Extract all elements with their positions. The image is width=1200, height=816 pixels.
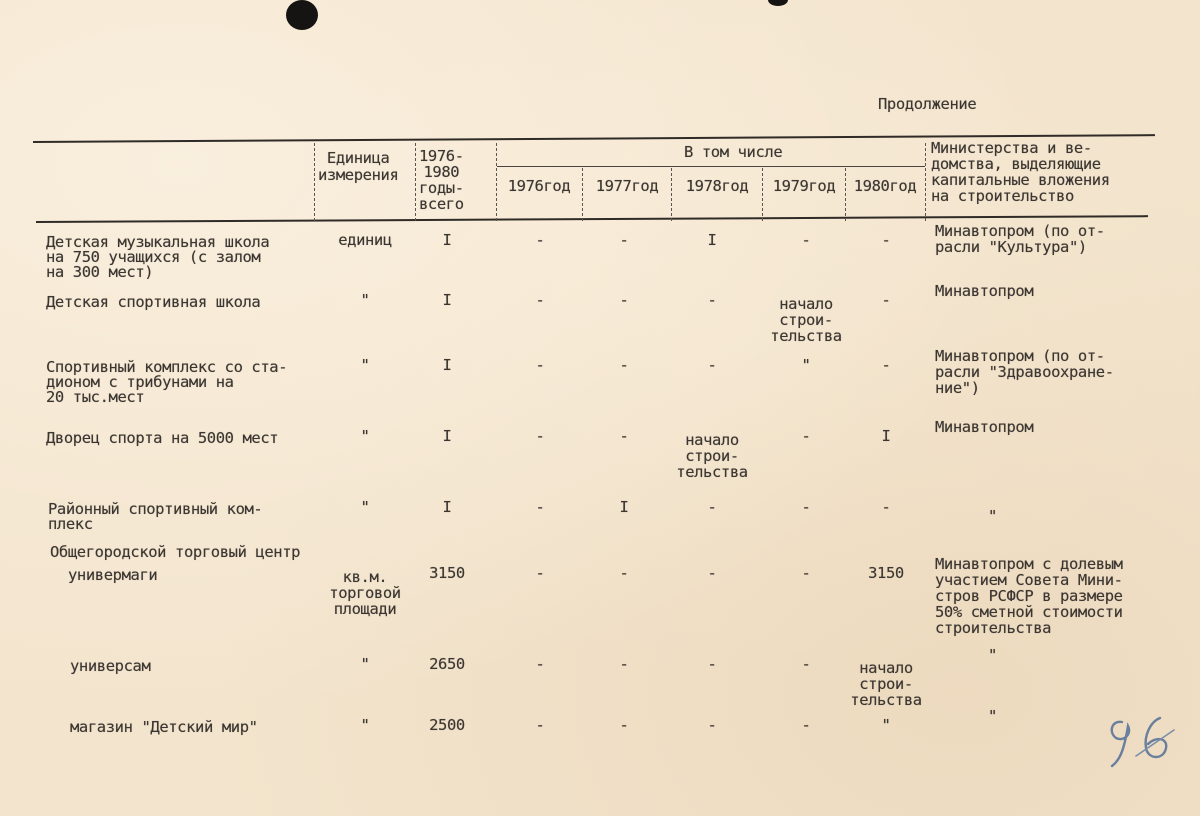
header-total <box>419 148 464 212</box>
row-name-line: Спортивный комплекс со ста- <box>46 358 288 376</box>
header-year-1979: 1979год <box>772 177 836 195</box>
header-year-1980: 1980год <box>853 177 917 195</box>
punch-hole-right <box>768 0 788 6</box>
cell-unit <box>315 232 415 248</box>
cell-y1980 <box>836 428 936 444</box>
cell-ministry-line: расли "Здравоохране- <box>935 363 1114 381</box>
cell-y1980 <box>836 660 936 708</box>
page-number-handwritten <box>1100 712 1180 770</box>
cell-ministry-line: " <box>988 646 997 664</box>
cell-y1978 <box>662 357 762 373</box>
cell-y1978-line: - <box>707 498 717 516</box>
cell-unit-line: кв.м. <box>342 568 388 586</box>
cell-y1980-line: 3150 <box>868 564 904 582</box>
cell-y1980 <box>836 292 936 308</box>
cell-y1976-line: - <box>535 427 545 445</box>
header-ministries-line: домства, выделяющие <box>931 155 1101 173</box>
cell-y1980-line: - <box>881 291 891 309</box>
cell-total: I <box>442 427 452 445</box>
row-name-line: Общегородской торговый центр <box>50 543 301 561</box>
cell-y1980 <box>836 232 936 248</box>
cell-y1976-line: - <box>535 291 545 309</box>
cell-y1976-line: - <box>535 564 545 582</box>
cell-ministry-line: Минавтопром (по от- <box>935 222 1105 240</box>
cell-y1980-line: " <box>881 716 891 734</box>
row-name-line: универмаги <box>68 566 158 584</box>
cell-y1977 <box>574 357 674 373</box>
cell-unit-line: " <box>360 356 370 374</box>
row-name <box>50 545 300 560</box>
cell-ministry-line: " <box>988 707 997 725</box>
cell-y1976-line: - <box>535 655 545 673</box>
cell-ministry-line: " <box>988 507 997 525</box>
cell-y1977 <box>574 656 674 672</box>
cell-y1978 <box>662 292 762 308</box>
cell-y1980 <box>836 357 936 373</box>
cell-y1978 <box>662 232 762 248</box>
cell-ministry <box>935 556 1123 636</box>
cell-ministry-line: Минавтопром <box>935 282 1034 300</box>
cell-y1980-line: тельства <box>850 691 922 709</box>
cell-total: I <box>442 356 452 374</box>
cell-y1979-line: строи- <box>779 311 833 329</box>
header-ministries-line: на строительство <box>931 187 1074 205</box>
cell-ministry-line: стров РСФСР в размере <box>935 587 1123 605</box>
cell-y1979-line: - <box>801 564 811 582</box>
cell-y1977-line: - <box>619 716 629 734</box>
cell-unit-line: " <box>360 427 370 445</box>
row-name-line: Районный спортивный ком- <box>48 500 263 518</box>
cell-unit-line: " <box>360 716 370 734</box>
cell-y1980 <box>836 565 936 581</box>
cell-total: I <box>442 498 452 516</box>
row-name <box>46 360 287 405</box>
header-total-line: годы- <box>419 179 464 197</box>
header-including: В том числе <box>684 143 783 161</box>
header-total-line: 1976- <box>419 147 464 165</box>
row-name <box>68 568 157 583</box>
cell-unit <box>315 357 415 373</box>
header-ministries-line: Министерства и ве- <box>931 139 1092 157</box>
cell-unit <box>315 499 415 515</box>
cell-y1978-line: - <box>707 291 717 309</box>
row-name <box>46 431 278 446</box>
cell-total: 2650 <box>429 655 465 673</box>
cell-y1979-line: " <box>801 356 811 374</box>
cell-y1977 <box>574 232 674 248</box>
cell-y1980-line: строи- <box>859 675 913 693</box>
row-name-line: универсам <box>70 657 151 675</box>
cell-total: I <box>442 291 452 309</box>
cell-y1979-line: - <box>801 716 811 734</box>
cell-y1978-line: - <box>707 564 717 582</box>
cell-y1977-line: - <box>619 356 629 374</box>
row-name-line: на 750 учащихся (с залом <box>46 248 261 266</box>
cell-y1980-line: - <box>881 231 891 249</box>
cell-ministry <box>988 508 997 524</box>
cell-y1980-line: - <box>881 498 891 516</box>
cell-ministry <box>935 419 1033 435</box>
cell-total: 3150 <box>429 564 465 582</box>
cell-y1980 <box>836 717 936 733</box>
cell-y1977-line: - <box>619 291 629 309</box>
header-ministries <box>931 140 1110 204</box>
row-name <box>70 720 258 735</box>
cell-y1976-line: - <box>535 231 545 249</box>
cell-y1977-line: I <box>619 498 629 516</box>
cell-y1980-line: начало <box>859 659 913 677</box>
cell-ministry-line: ние") <box>935 379 980 397</box>
cell-ministry <box>988 647 997 663</box>
cell-y1976-line: - <box>535 356 545 374</box>
cell-y1978-line: - <box>707 655 717 673</box>
cell-unit-line: площади <box>333 600 397 618</box>
cell-y1977-line: - <box>619 655 629 673</box>
cell-unit-line: " <box>360 291 370 309</box>
cell-ministry-line: Минавтопром (по от- <box>935 347 1105 365</box>
cell-unit <box>315 292 415 308</box>
header-year-1976: 1976год <box>507 177 571 195</box>
cell-y1978 <box>662 432 762 480</box>
cell-unit-line: " <box>360 655 370 673</box>
cell-y1978 <box>662 717 762 733</box>
row-name-line: Детская музыкальная школа <box>46 233 270 251</box>
row-name-line: плекс <box>48 515 93 533</box>
cell-y1978-line: - <box>707 716 717 734</box>
cell-ministry <box>935 283 1033 299</box>
cell-y1977 <box>574 717 674 733</box>
cell-y1978-line: - <box>707 356 717 374</box>
cell-y1980-line: I <box>881 427 891 445</box>
header-total-line: всего <box>419 195 464 213</box>
row-name <box>70 659 150 674</box>
header-year-1978: 1978год <box>685 177 749 195</box>
cell-ministry-line: Минавтопром <box>935 418 1034 436</box>
cell-ministry-line: 50% сметной стоимости <box>935 603 1123 621</box>
cell-y1979-line: тельства <box>770 327 842 345</box>
cell-ministry-line: расли "Культура") <box>935 238 1087 256</box>
cell-unit <box>315 569 415 617</box>
cell-unit-line: торговой <box>329 584 401 602</box>
cell-ministry-line: участием Совета Мини- <box>935 571 1123 589</box>
header-total-line: 1980 <box>423 163 460 181</box>
header-ministries-line: капитальные вложения <box>931 171 1110 189</box>
row-name <box>46 235 269 280</box>
row-name-line: Дворец спорта на 5000 мест <box>46 429 279 447</box>
col-divider-unit-total <box>415 143 416 221</box>
header-unit-line: измерения <box>318 166 399 184</box>
cell-y1978 <box>662 565 762 581</box>
cell-ministry <box>988 708 997 724</box>
header-year-1977: 1977год <box>595 177 659 195</box>
cell-y1978-line: I <box>707 231 717 249</box>
cell-total: I <box>442 231 452 249</box>
col-divider-name-unit <box>314 143 315 221</box>
cell-unit <box>315 717 415 733</box>
cell-y1977-line: - <box>619 231 629 249</box>
row-name <box>46 295 260 310</box>
cell-y1979-line: - <box>801 498 811 516</box>
row-name <box>48 502 262 532</box>
cell-y1979-line: начало <box>779 295 833 313</box>
cell-y1976-line: - <box>535 498 545 516</box>
cell-ministry <box>935 223 1105 255</box>
cell-y1980 <box>836 499 936 515</box>
cell-y1976-line: - <box>535 716 545 734</box>
cell-y1978-line: начало <box>685 431 739 449</box>
header-unit-line: Единица <box>326 149 390 167</box>
cell-y1977 <box>574 292 674 308</box>
cell-y1977 <box>574 499 674 515</box>
cell-y1978-line: строи- <box>685 447 739 465</box>
cell-unit <box>315 428 415 444</box>
cell-unit <box>315 656 415 672</box>
header-unit <box>318 150 398 184</box>
row-name-line: 20 тыс.мест <box>46 388 145 406</box>
cell-y1978 <box>662 656 762 672</box>
cell-y1977-line: - <box>619 564 629 582</box>
years-header-rule <box>497 166 925 167</box>
cell-unit-line: единиц <box>338 231 392 249</box>
cell-unit-line: " <box>360 498 370 516</box>
cell-ministry-line: строительства <box>935 619 1052 637</box>
cell-y1977 <box>574 565 674 581</box>
cell-y1979-line: - <box>801 231 811 249</box>
cell-ministry <box>935 348 1114 396</box>
cell-y1978-line: тельства <box>676 463 748 481</box>
cell-y1977 <box>574 428 674 444</box>
continuation-label: Продолжение <box>878 95 977 113</box>
cell-y1978 <box>662 499 762 515</box>
row-name-line: дионом с трибунами на <box>46 373 234 391</box>
cell-total: 2500 <box>429 716 465 734</box>
cell-y1977-line: - <box>619 427 629 445</box>
cell-y1979-line: - <box>801 427 811 445</box>
row-name-line: магазин "Детский мир" <box>70 718 258 736</box>
cell-y1980-line: - <box>881 356 891 374</box>
punch-hole-left <box>286 0 318 30</box>
cell-y1979-line: - <box>801 655 811 673</box>
row-name-line: Детская спортивная школа <box>46 293 261 311</box>
cell-ministry-line: Минавтопром с долевым <box>935 555 1123 573</box>
row-name-line: на 300 мест) <box>46 263 154 281</box>
